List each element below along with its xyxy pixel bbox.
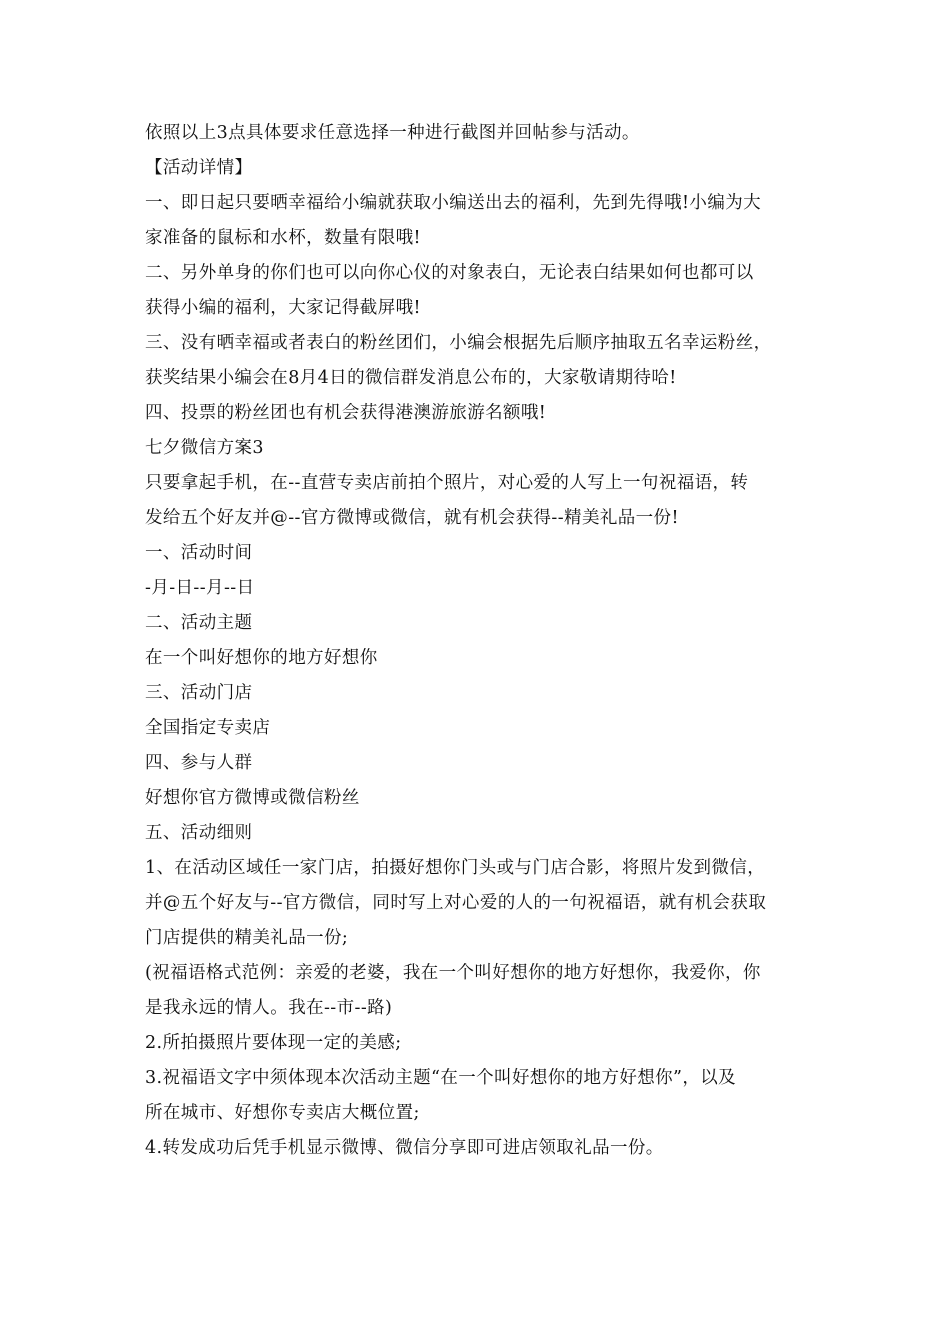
text-line: (祝福语格式范例：亲爱的老婆，我在一个叫好想你的地方好想你，我爱你，你: [145, 963, 761, 983]
text-line: 家准备的鼠标和水杯，数量有限哦!: [145, 228, 421, 248]
text-line: 获奖结果小编会在8月4日的微信群发消息公布的，大家敬请期待哈!: [145, 368, 677, 388]
text-line: 并@五个好友与--官方微信，同时写上对心爱的人的一句祝福语，就有机会获取: [145, 893, 767, 913]
text-line: 2.所拍摄照片要体现一定的美感;: [145, 1033, 402, 1053]
text-line: 只要拿起手机，在--直营专卖店前拍个照片，对心爱的人写上一句祝福语，转: [145, 473, 749, 493]
section-heading: 三、活动门店: [145, 683, 253, 703]
section-heading: 二、活动主题: [145, 613, 253, 633]
text-line: 依照以上3点具体要求任意选择一种进行截图并回帖参与活动。: [145, 123, 640, 143]
section-heading: 四、参与人群: [145, 753, 253, 773]
section-heading: 一、活动时间: [145, 543, 253, 563]
text-line: 4.转发成功后凭手机显示微博、微信分享即可进店领取礼品一份。: [145, 1138, 664, 1158]
section-heading: 五、活动细则: [145, 823, 253, 843]
text-line: 3.祝福语文字中须体现本次活动主题“在一个叫好想你的地方好想你”，以及: [145, 1068, 737, 1088]
text-line: 好想你官方微博或微信粉丝: [145, 788, 360, 808]
text-line: 所在城市、好想你专卖店大概位置;: [145, 1103, 420, 1123]
text-line: 二、另外单身的你们也可以向你心仪的对象表白，无论表白结果如何也都可以: [145, 263, 754, 283]
text-line: 是我永远的情人。我在--市--路): [145, 998, 393, 1018]
text-line: 发给五个好友并@--官方微博或微信，就有机会获得--精美礼品一份!: [145, 508, 679, 528]
text-line: 四、投票的粉丝团也有机会获得港澳游旅游名额哦!: [145, 403, 547, 423]
text-line: 门店提供的精美礼品一份;: [145, 928, 349, 948]
text-line: 一、即日起只要晒幸福给小编就获取小编送出去的福利，先到先得哦!小编为大: [145, 193, 762, 213]
text-line: 全国指定专卖店: [145, 718, 271, 738]
text-line: 三、没有晒幸福或者表白的粉丝团们，小编会根据先后顺序抽取五名幸运粉丝，: [145, 333, 772, 353]
text-line: 1、在活动区域任一家门店，拍摄好想你门头或与门店合影，将照片发到微信，: [145, 858, 766, 878]
text-line: 获得小编的福利，大家记得截屏哦!: [145, 298, 421, 318]
text-line: 在一个叫好想你的地方好想你: [145, 648, 378, 668]
text-line: -月-日--月--日: [145, 578, 255, 598]
section-heading: 七夕微信方案3: [145, 438, 264, 458]
section-heading: 【活动详情】: [145, 158, 253, 178]
document-body: [145, 116, 813, 1166]
